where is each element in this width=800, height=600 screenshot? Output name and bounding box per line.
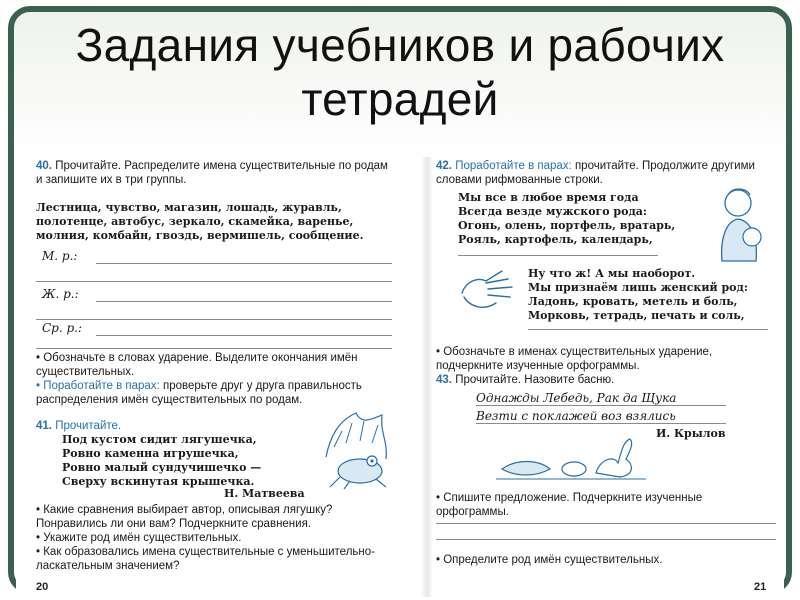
slide-title — [0, 18, 800, 126]
fable-author: И. Крылов — [656, 427, 726, 440]
task-41-number: 41. — [36, 420, 52, 432]
verse-line: Ну что ж! А мы наоборот. — [528, 267, 696, 280]
write-line — [96, 301, 392, 302]
task-40-number: 40. — [36, 160, 52, 172]
ball — [743, 228, 761, 246]
instruction-gender: • Определите род имён существительных. — [436, 554, 663, 566]
label-masculine: М. р.: — [42, 249, 78, 263]
write-line — [476, 405, 726, 406]
left-page — [26, 157, 402, 597]
poem-author: Н. Матвеева — [224, 487, 305, 500]
write-line — [36, 281, 392, 282]
frog-pupil — [370, 459, 373, 462]
task-41 — [36, 419, 121, 433]
write-line — [436, 539, 776, 540]
write-line — [36, 348, 392, 349]
task-42-text: прочитайте. Продолжите другими словами рифмованные строки. — [436, 160, 755, 186]
instruction-pairs — [36, 379, 392, 407]
task-43-number: 43. — [436, 374, 452, 386]
question-gender: • Укажите род имён существительных. — [36, 532, 242, 544]
right-page — [436, 157, 776, 597]
textbook-spread — [16, 157, 784, 597]
frog-illustration — [316, 407, 396, 491]
label-neuter: Ср. р.: — [42, 321, 83, 335]
task-43 — [436, 373, 614, 387]
task-42 — [436, 159, 776, 187]
poem-line: Сверху вскинутая крышечка. — [62, 475, 255, 488]
verse-line: Мы признаём лишь женский род: — [528, 281, 748, 294]
write-line — [476, 423, 726, 424]
verse-line: Огонь, олень, портфель, вратарь, — [458, 219, 676, 232]
poem-line: Ровно малый сундучишечко — — [62, 461, 262, 474]
poem-line: Под кустом сидит лягушечка, — [62, 433, 257, 446]
pairs-text: проверьте друг у друга правильность распределения имён существительных по родам. — [36, 380, 362, 406]
write-line — [96, 335, 392, 336]
question-formation: • Как образовались имена существительные с уменьшительно-ласкательным значением? — [36, 546, 375, 572]
instruction-stress-right: • Обозначьте в именах существительных ударение, подчеркните изученные орфограммы. — [436, 346, 713, 372]
verse-feminine — [528, 267, 776, 323]
crayfish-icon — [562, 462, 586, 476]
label-feminine: Ж. р.: — [42, 287, 79, 301]
instruction-stress: • Обозначьте в словах ударение. Выделите окончания имён существительных. — [36, 352, 358, 378]
task-41-text: Прочитайте. — [55, 420, 122, 432]
page-fold — [421, 157, 433, 597]
question-comparisons: • Какие сравнения выбирает автор, описывая лягушку? Понравились ли они вам? Подчеркните сравнения. — [36, 504, 333, 530]
write-line — [36, 319, 392, 320]
page-number-left: 20 — [36, 581, 49, 593]
verse-line: Рояль, картофель, календарь, — [458, 233, 653, 246]
verse-line: Мы все в любое время года — [458, 191, 639, 204]
write-line — [96, 263, 392, 264]
verse-line: Морковь, тетрадь, печать и соль, — [528, 309, 745, 322]
pike-icon — [502, 462, 550, 476]
task-40-text: Прочитайте. Распределите имена существительные по родам и запишите их в три группы. — [36, 160, 388, 186]
title-line-2: тетрадей — [301, 73, 499, 125]
bush-outline — [326, 413, 386, 459]
title-line-1: Задания учебников и рабочих — [75, 19, 725, 71]
fable-illustration — [496, 433, 646, 483]
swan-icon — [596, 439, 632, 477]
write-line — [528, 329, 768, 330]
verse-line: Ладонь, кровать, метель и боль, — [528, 295, 738, 308]
task-42-number: 42. — [436, 160, 452, 172]
task-40 — [36, 159, 392, 187]
hand-outline — [462, 271, 512, 307]
page-number-right: 21 — [754, 581, 767, 593]
write-line — [436, 523, 776, 524]
task-42-lead: Поработайте в парах: — [455, 160, 572, 172]
verse-line: Всегда везде мужского рода: — [458, 205, 647, 218]
verse-masculine — [458, 191, 698, 247]
poem — [62, 433, 312, 489]
fable-line-2: Везти с поклажей воз взялись — [476, 409, 676, 423]
task-43-text: Прочитайте. Назовите басню. — [455, 374, 615, 386]
instruction-copy: • Спишите предложение. Подчеркните изученные орфограммы. — [436, 492, 703, 518]
hand-illustration — [456, 263, 524, 317]
boy-illustration — [706, 185, 772, 265]
task-40-words: Лестница, чувство, магазин, лошадь, журавль, полотенце, автобус, зеркало, скамейка, варенье, молния, комбайн, гвоздь, вермишель, сообщение. — [36, 201, 364, 242]
write-line — [458, 255, 658, 256]
pairs-lead: • Поработайте в парах: — [36, 380, 160, 392]
fable-line-1: Однажды Лебедь, Рак да Щука — [476, 391, 677, 405]
poem-line: Ровно каменна игрушечка, — [62, 447, 239, 460]
